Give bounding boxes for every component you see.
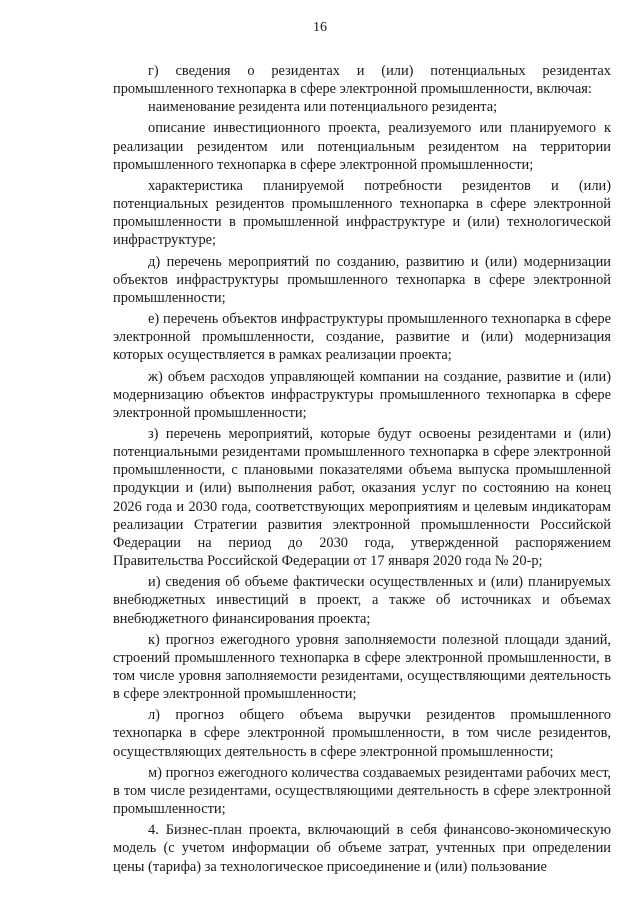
document-body — [113, 62, 611, 876]
paragraph-d: д) перечень мероприятий по созданию, развитию и (или) модернизации объектов инфраструктуры промышленного технопарка в сфере электронной промышленности; — [113, 253, 611, 306]
paragraph-m: м) прогноз ежегодного количества создаваемых резидентами рабочих мест, в том числе резидентами, осуществляющими деятельность в сфере электронной промышленности; — [113, 764, 611, 818]
paragraph-e: е) перечень объектов инфраструктуры промышленного технопарка в сфере электронной промышленности, создание, развитие и (или) модернизация которых осуществляется в рамках реализации проекта; — [113, 311, 611, 364]
paragraph-project-description: описание инвестиционного проекта, реализуемого или планируемого к реализации резидентом или потенциальным резидентом на территории промышленного технопарка в сфере электронной промышленности; — [113, 120, 611, 173]
paragraph-g: г) сведения о резидентах и (или) потенциальных резидентах промышленного технопарка в сфере электронной промышленности, включая: — [113, 63, 611, 98]
paragraph-i: и) сведения об объеме фактически осуществленных и (или) планируемых внебюджетных инвестиций в проект, а также об источниках и объемах внебюджетного финансирования проекта; — [113, 574, 611, 627]
page-number: 16 — [313, 20, 327, 35]
paragraph-needs-characteristic: характеристика планируемой потребности резидентов и (или) потенциальных резидентов промышленного технопарка в сфере электронной промышленности в промышленной инфраструктуре и (или) технологической инфраструктуре; — [113, 177, 611, 249]
paragraph-k: к) прогноз ежегодного уровня заполняемости полезной площади зданий, строений промышленного технопарка в сфере электронной промышленности, в том числе уровня заполняемости резидентами, осуществляющими деятельность в сфере электронной промышленности; — [113, 631, 611, 703]
paragraph-z: з) перечень мероприятий, которые будут освоены резидентами и (или) потенциальными резидентами промышленного технопарка в сфере электронной промышленности, с плановыми показателями объема выпуска промышленной продукции и (или) выполнения работ, оказания услуг по состоянию на конец 2026 года и 2030 года, соответствующих мероприятиям и целевым индикаторам реализации Стратегии развития электронной промышленности Российской Федерации на период до 2030 года, утвержденной распоряжением Правительства Российской Федерации от 17 января 2020 года № 20-р; — [113, 425, 611, 570]
paragraph-l: л) прогноз общего объема выручки резидентов промышленного технопарка в сфере электронной промышленности, в том числе резидентов, осуществляющих деятельность в сфере электронной промышленности; — [113, 707, 611, 760]
paragraph-4: 4. Бизнес-план проекта, включающий в себя финансово-экономическую модель (с учетом информации об объеме затрат, учтенных при определении цены (тарифа) за технологическое присоединение и (или) пользование — [113, 822, 611, 875]
paragraph-resident-name: наименование резидента или потенциального резидента; — [148, 99, 498, 116]
paragraph-zh: ж) объем расходов управляющей компании на создание, развитие и (или) модернизацию объектов инфраструктуры промышленного технопарка в сфере электронной промышленности; — [113, 368, 611, 421]
